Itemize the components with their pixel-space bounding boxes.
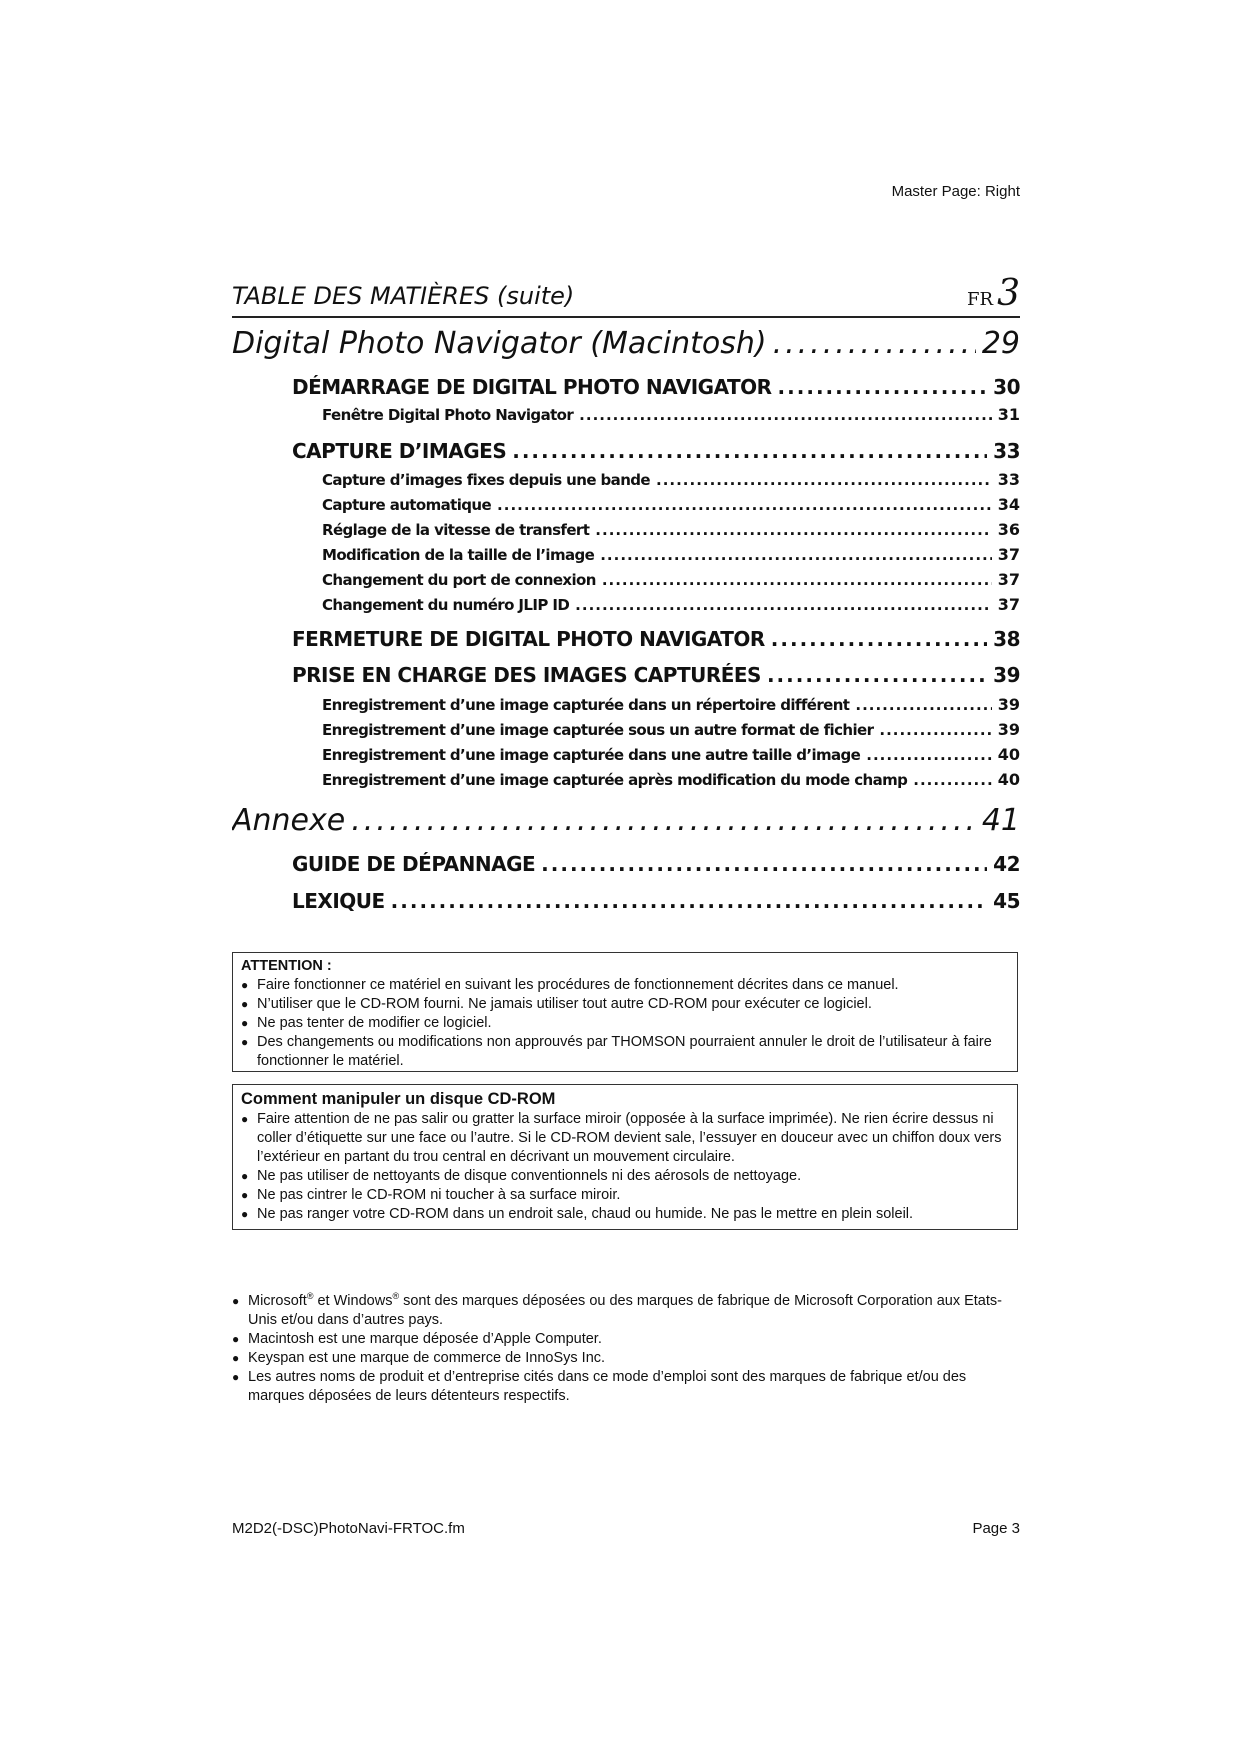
toc-entry-label: Digital Photo Navigator (Macintosh) [232,326,767,361]
toc-entry-capture-fixes[interactable] [322,470,1020,489]
toc-entry-page: 38 [993,627,1020,651]
toc-entry-page: 34 [997,495,1020,514]
toc-entry-label: FERMETURE DE DIGITAL PHOTO NAVIGATOR [292,627,765,651]
toc-entry-page: 39 [997,720,1020,739]
toc-entry-page: 37 [997,545,1020,564]
attention-item: ● N’utiliser que le CD-ROM fourni. Ne jamais utiliser tout autre CD-ROM pour exécuter ce logiciel. [241,996,872,1012]
toc-entry-page: 39 [997,695,1020,714]
attention-item: ● Ne pas tenter de modifier ce logiciel. [241,1015,492,1031]
toc-entry-label: Fenêtre Digital Photo Navigator [322,406,574,424]
toc-entry-page: 30 [993,375,1020,399]
toc-entry-mode-champ[interactable] [322,770,1020,789]
cdrom-item: ● Faire attention de ne pas salir ou gratter la surface miroir (opposée à la surface imprimée). Ne rien écrire dessus ni coller d’étiquette sur une face ou l’autre. Si le CD-ROM devient sale, l’essuyer en douceur avec un chiffon doux vers l’extérieur en partant du trou central en décrivant un mouvement circulaire. [241,1111,1002,1165]
toc-entry-prise-en-charge[interactable] [292,663,1020,687]
trademark-item: ● Keyspan est une marque de commerce de InnoSys Inc. [232,1350,606,1366]
toc-entry-label: Changement du numéro JLIP ID [322,596,570,614]
bullet-icon: ● [232,1332,240,1346]
cdrom-box [232,1084,1018,1230]
attention-title: ATTENTION : [241,958,332,974]
toc-entry-page: 40 [997,745,1020,764]
page-indicator [967,273,1020,314]
cdrom-item: ● Ne pas utiliser de nettoyants de disque conventionnels ni des aérosols de nettoyage. [241,1168,802,1184]
toc-entry-page: 40 [997,770,1020,789]
toc-entry-autre-taille[interactable] [322,745,1020,764]
toc-entry-port[interactable] [322,570,1020,589]
toc-entry-label: Modification de la taille de l’image [322,546,595,564]
toc-entry-jlip[interactable] [322,595,1020,614]
toc-entry-label: Annexe [232,803,346,838]
bullet-icon: ● [241,1016,249,1030]
bullet-icon: ● [241,1035,249,1049]
toc-entry-lexique[interactable] [292,889,1020,913]
trademark-item: ● Microsoft® et Windows® sont des marques déposées ou des marques de fabrique de Microsoft Corporation aux Etats-Unis et/ou dans d’autres pays. [232,1291,1002,1328]
attention-item: ● Faire fonctionner ce matériel en suivant les procédures de fonctionnement décrites dans ce manuel. [241,977,899,993]
toc-title: TABLE DES MATIÈRES (suite) [232,282,575,310]
toc-header [232,273,1020,314]
toc-entry-page: 39 [993,663,1020,687]
attention-item: ● Des changements ou modifications non approuvés par THOMSON pourraient annuler le droit de l’utilisateur à faire fonctionner le matériel. [241,1034,992,1069]
toc-entry-page: 31 [997,405,1020,424]
toc-entry-label: LEXIQUE [292,889,385,913]
bullet-icon: ● [241,978,249,992]
trademark-notes [232,1292,1020,1406]
footer-page: Page 3 [972,1520,1020,1537]
toc-entry-format[interactable] [322,720,1020,739]
toc-entry-taille[interactable] [322,545,1020,564]
header-rule [232,316,1020,318]
toc-entry-depannage[interactable] [292,852,1020,876]
footer-filename: M2D2(-DSC)PhotoNavi-FRTOC.fm [232,1520,465,1537]
bullet-icon: ● [241,1207,249,1221]
toc-entry-label: Changement du port de connexion [322,571,596,589]
toc-entry-label: Enregistrement d’une image capturée dans une autre taille d’image [322,746,861,764]
toc-entry-page: 37 [997,570,1020,589]
master-page-label: Master Page: Right [891,183,1020,200]
toc-entry-label: Capture d’images fixes depuis une bande [322,471,650,489]
toc-entry-fenetre[interactable] [322,405,1020,424]
bullet-icon: ● [232,1294,240,1308]
toc-entry-label: Enregistrement d’une image capturée après modification du mode champ [322,771,908,789]
bullet-icon: ● [241,1188,249,1202]
toc-entry-label: PRISE EN CHARGE DES IMAGES CAPTURÉES [292,663,761,687]
toc-entry-page: 29 [981,326,1020,361]
toc-entry-label: DÉMARRAGE DE DIGITAL PHOTO NAVIGATOR [292,375,772,399]
toc-entry-page: 33 [997,470,1020,489]
toc-entry-page: 45 [993,889,1020,913]
toc-entry-label: Enregistrement d’une image capturée sous un autre format de fichier [322,721,874,739]
page-number: 3 [997,273,1020,314]
bullet-icon: ● [241,997,249,1011]
attention-box [232,952,1018,1072]
toc-entry-digital-photo-navigator[interactable] [232,326,1020,361]
toc-entry-capture-auto[interactable] [322,495,1020,514]
toc-entry-page: 41 [981,803,1020,838]
cdrom-item: ● Ne pas cintrer le CD-ROM ni toucher à sa surface miroir. [241,1187,621,1203]
toc-entry-label: GUIDE DE DÉPANNAGE [292,852,536,876]
bullet-icon: ● [241,1112,249,1126]
language-code: FR [967,289,994,310]
toc-entry-annexe[interactable] [232,803,1020,838]
toc-entry-demarrage[interactable] [292,375,1020,399]
toc-entry-label: CAPTURE D’IMAGES [292,439,507,463]
bullet-icon: ● [241,1169,249,1183]
toc-entry-page: 33 [993,439,1020,463]
toc-entry-fermeture[interactable] [292,627,1020,651]
toc-entry-label: Capture automatique [322,496,492,514]
toc-entry-capture-images[interactable] [292,439,1020,463]
toc-entry-label: Enregistrement d’une image capturée dans un répertoire différent [322,696,850,714]
toc-entry-vitesse[interactable] [322,520,1020,539]
bullet-icon: ● [232,1351,240,1365]
cdrom-item: ● Ne pas ranger votre CD-ROM dans un endroit sale, chaud ou humide. Ne pas le mettre en plein soleil. [241,1206,914,1222]
cdrom-title: Comment manipuler un disque CD-ROM [241,1090,556,1108]
trademark-item: ● Les autres noms de produit et d’entreprise cités dans ce mode d’emploi sont des marques de fabrique et/ou des marques déposées de leurs détenteurs respectifs. [232,1369,967,1404]
toc-entry-page: 42 [993,852,1020,876]
toc-entry-repertoire[interactable] [322,695,1020,714]
trademark-item: ● Macintosh est une marque déposée d’Apple Computer. [232,1331,602,1347]
toc-entry-page: 37 [997,595,1020,614]
bullet-icon: ● [232,1370,240,1384]
toc-entry-page: 36 [997,520,1020,539]
toc-entry-label: Réglage de la vitesse de transfert [322,521,590,539]
